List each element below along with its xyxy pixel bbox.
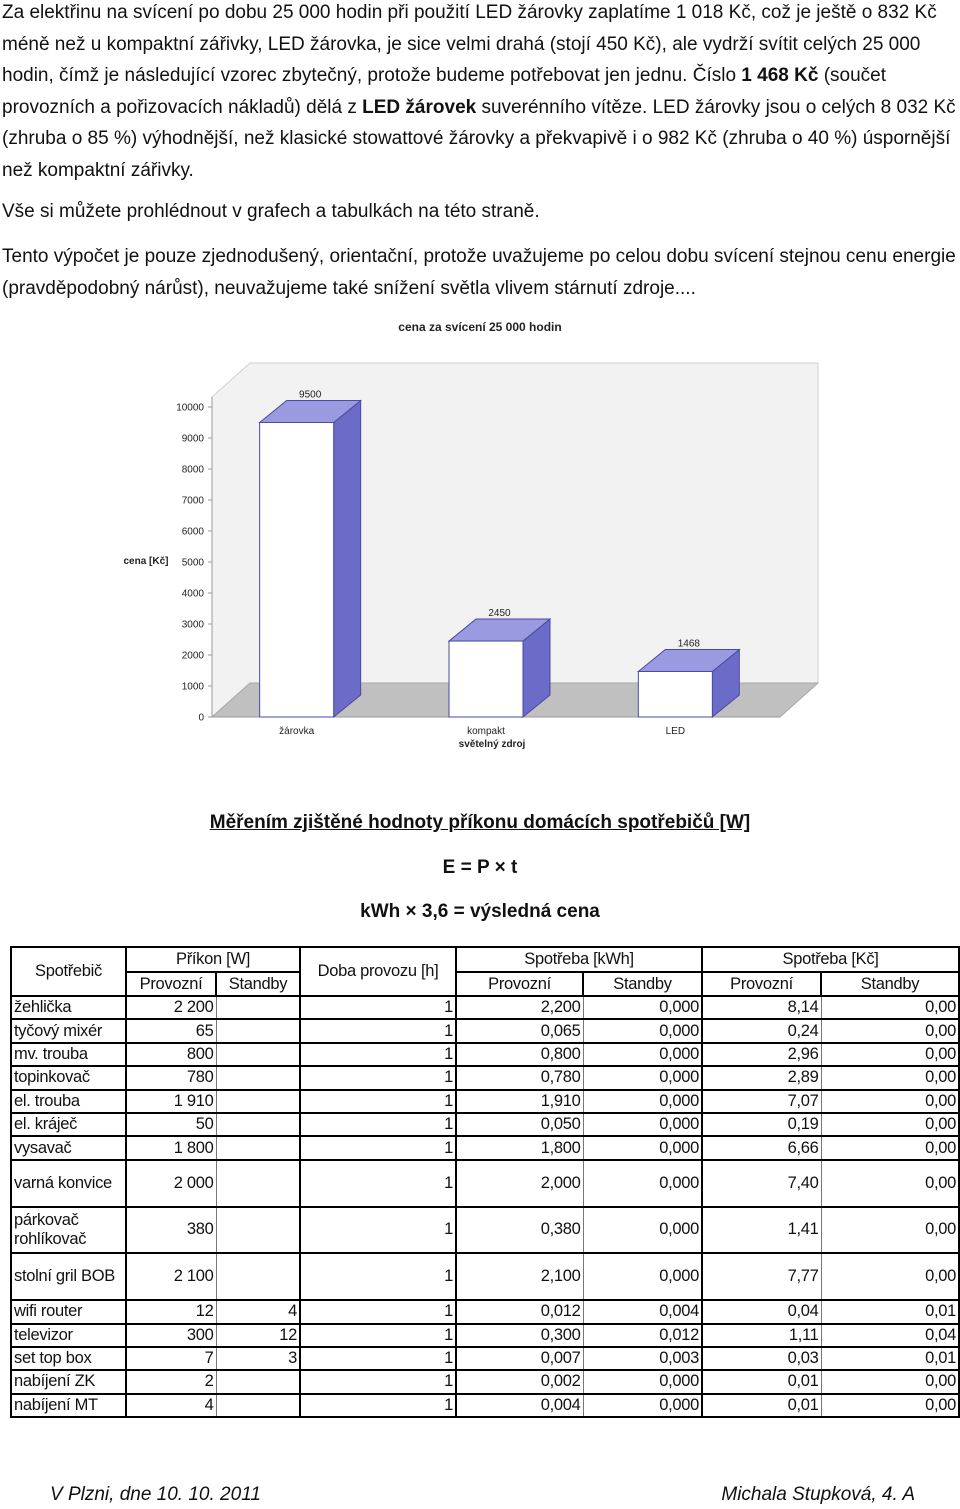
x-category-label: kompakt [467, 726, 505, 737]
cell-kc-provozni: 7,40 [702, 1160, 821, 1207]
cell-name: mv. trouba [11, 1043, 126, 1066]
cell-kc-standby: 0,00 [821, 1113, 959, 1136]
table-row [11, 1324, 959, 1347]
cell-kwh-provozni: 1,910 [456, 1090, 583, 1113]
cell-doba: 1 [300, 1066, 456, 1089]
cell-kc-standby: 0,00 [821, 1370, 959, 1393]
cell-prikon-provozni: 2 100 [126, 1253, 216, 1300]
intro-text-e: suverénního vítěze. LED žárovky jsou o celých 8 032 Kč (zhruba o 85 %) výhodnější, než klasické stowattové žárovky a překvapivě i o 982 Kč (zhruba o 40 %) úspornější než kompaktní zářivky. [2, 96, 956, 181]
cell-prikon-standby [216, 1066, 300, 1089]
cell-kc-provozni: 0,04 [702, 1300, 821, 1323]
y-tick-label: 8000 [181, 464, 204, 476]
cell-prikon-standby [216, 996, 300, 1019]
cell-prikon-provozni: 800 [126, 1043, 216, 1066]
chart-x-axis-label: světelný zdroj [458, 739, 526, 750]
cell-kc-provozni: 7,07 [702, 1090, 821, 1113]
y-tick-label: 9000 [181, 433, 204, 445]
table-row [11, 1160, 959, 1207]
cell-kwh-provozni: 0,050 [456, 1113, 583, 1136]
appliance-consumption-table [10, 946, 960, 1418]
cell-doba: 1 [300, 1394, 456, 1417]
subheader-prikon-provozni: Provozní [126, 972, 216, 996]
header-spotreba-kwh: Spotřeba [kWh] [456, 947, 702, 972]
cell-prikon-standby [216, 1160, 300, 1207]
cell-kc-standby: 0,00 [821, 1253, 959, 1300]
cell-kwh-standby: 0,000 [583, 1090, 702, 1113]
cell-prikon-provozni: 300 [126, 1324, 216, 1347]
cell-prikon-provozni: 7 [126, 1347, 216, 1370]
cell-prikon-provozni: 2 [126, 1370, 216, 1393]
charts-note-paragraph: Vše si můžete prohlédnout v grafech a tabulkách na této straně. [2, 201, 540, 222]
cell-kc-standby: 0,00 [821, 996, 959, 1019]
cell-kwh-provozni: 2,200 [456, 996, 583, 1019]
y-tick-label: 7000 [181, 495, 204, 507]
cell-doba: 1 [300, 1347, 456, 1370]
cell-kc-standby: 0,00 [821, 1394, 959, 1417]
cell-kwh-standby: 0,000 [583, 1043, 702, 1066]
cell-doba: 1 [300, 1370, 456, 1393]
cell-prikon-standby [216, 1207, 300, 1254]
subheader-prikon-standby: Standby [216, 972, 300, 996]
cell-kc-standby: 0,00 [821, 1090, 959, 1113]
cell-kc-standby: 0,00 [821, 1207, 959, 1254]
cell-prikon-standby [216, 1019, 300, 1042]
bar-value-label: 2450 [488, 608, 511, 620]
cell-kwh-standby: 0,000 [583, 1160, 702, 1207]
cell-kwh-standby: 0,000 [583, 1136, 702, 1159]
cell-kwh-standby: 0,000 [583, 1253, 702, 1300]
cell-prikon-standby [216, 1253, 300, 1300]
cell-kwh-provozni: 0,300 [456, 1324, 583, 1347]
cell-prikon-provozni: 65 [126, 1019, 216, 1042]
cell-doba: 1 [300, 1207, 456, 1254]
header-spotreba-kc: Spotřeba [Kč] [702, 947, 959, 972]
cell-kwh-provozni: 0,002 [456, 1370, 583, 1393]
bar-1 [449, 619, 550, 717]
table-row [11, 1019, 959, 1042]
energy-formula: E = P × t [442, 857, 518, 878]
bar-front [449, 641, 523, 717]
chart-title: cena za svícení 25 000 hodin [398, 320, 562, 334]
cell-prikon-standby: 3 [216, 1347, 300, 1370]
bar-side [334, 401, 361, 718]
cell-doba: 1 [300, 1160, 456, 1207]
cell-kc-provozni: 0,24 [702, 1019, 821, 1042]
table-row [11, 1043, 959, 1066]
cell-name: párkovač rohlíkovač [11, 1207, 126, 1254]
cell-kwh-provozni: 0,065 [456, 1019, 583, 1042]
table-row [11, 1370, 959, 1393]
table-row [11, 1300, 959, 1323]
header-doba: Doba provozu [h] [300, 947, 456, 996]
cell-kc-provozni: 0,19 [702, 1113, 821, 1136]
cell-doba: 1 [300, 1253, 456, 1300]
y-tick-label: 10000 [176, 402, 204, 414]
cell-kc-standby: 0,04 [821, 1324, 959, 1347]
cell-name: varná konvice [11, 1160, 126, 1207]
appliance-table-body [11, 996, 959, 1417]
x-category-label: LED [665, 726, 686, 737]
cell-kwh-standby: 0,004 [583, 1300, 702, 1323]
y-tick-label: 4000 [181, 588, 204, 600]
footer-place-date: V Plzni, dne 10. 10. 2011 [50, 1484, 261, 1505]
table-row [11, 1253, 959, 1300]
y-tick-label: 2000 [181, 650, 204, 662]
appliance-table-wrapper [10, 946, 958, 1418]
cell-name: el. trouba [11, 1090, 126, 1113]
cell-doba: 1 [300, 1300, 456, 1323]
cell-kc-standby: 0,00 [821, 1019, 959, 1042]
cell-kwh-provozni: 0,780 [456, 1066, 583, 1089]
cell-prikon-standby [216, 1090, 300, 1113]
price-formula: kWh × 3,6 = výsledná cena [360, 901, 600, 922]
table-row [11, 1394, 959, 1417]
cell-name: wifi router [11, 1300, 126, 1323]
cell-name: set top box [11, 1347, 126, 1370]
cell-kwh-standby: 0,003 [583, 1347, 702, 1370]
cell-kwh-standby: 0,000 [583, 1207, 702, 1254]
cell-kc-provozni: 8,14 [702, 996, 821, 1019]
chart-y-axis-label: cena [Kč] [123, 556, 169, 567]
cell-kwh-provozni: 0,007 [456, 1347, 583, 1370]
cell-kc-provozni: 0,01 [702, 1394, 821, 1417]
cell-name: nabíjení ZK [11, 1370, 126, 1393]
cell-kc-standby: 0,00 [821, 1066, 959, 1089]
cell-name: stolní gril BOB [11, 1253, 126, 1300]
cell-kwh-provozni: 2,100 [456, 1253, 583, 1300]
cell-kwh-standby: 0,000 [583, 1113, 702, 1136]
cell-doba: 1 [300, 1019, 456, 1042]
bar-value-label: 1468 [677, 638, 700, 650]
x-category-label: žárovka [279, 726, 315, 737]
cell-kwh-provozni: 2,000 [456, 1160, 583, 1207]
cell-prikon-provozni: 1 910 [126, 1090, 216, 1113]
bar-front [638, 671, 712, 717]
cell-prikon-provozni: 4 [126, 1394, 216, 1417]
subheader-kc-standby: Standby [821, 972, 959, 996]
table-row [11, 1090, 959, 1113]
cell-prikon-provozni: 2 200 [126, 996, 216, 1019]
disclaimer-paragraph: Tento výpočet je pouze zjednodušený, orientační, protože uvažujeme po celou dobu svícení stejnou cenu energie (pravděpodobný nárůst), neuvažujeme také snížení světla vlivem stárnutí zdroje.... [2, 246, 956, 299]
cell-kwh-provozni: 1,800 [456, 1136, 583, 1159]
cell-doba: 1 [300, 1136, 456, 1159]
cell-kwh-standby: 0,000 [583, 1394, 702, 1417]
y-tick-label: 6000 [181, 526, 204, 538]
intro-text-c: (součet provozních a pořizovacích nákladů) dělá z [2, 65, 887, 118]
cell-kwh-standby: 0,000 [583, 1370, 702, 1393]
cell-doba: 1 [300, 1324, 456, 1347]
bar-0 [260, 401, 361, 718]
footer-author: Michala Stupková, 4. A [721, 1484, 915, 1505]
cell-prikon-provozni: 2 000 [126, 1160, 216, 1207]
chart-y-ticks [176, 403, 212, 724]
table-row [11, 1066, 959, 1089]
cell-name: nabíjení MT [11, 1394, 126, 1417]
cell-doba: 1 [300, 996, 456, 1019]
cell-prikon-standby [216, 1370, 300, 1393]
table-row [11, 996, 959, 1019]
cell-prikon-standby [216, 1136, 300, 1159]
subheader-kwh-provozni: Provozní [456, 972, 583, 996]
bar-2 [638, 649, 739, 717]
cell-kc-provozni: 6,66 [702, 1136, 821, 1159]
table-row [11, 1207, 959, 1254]
cell-name: topinkovač [11, 1066, 126, 1089]
header-prikon: Příkon [W] [126, 947, 300, 972]
y-tick-label: 3000 [181, 619, 204, 631]
cell-prikon-provozni: 780 [126, 1066, 216, 1089]
cell-kc-standby: 0,00 [821, 1136, 959, 1159]
cell-kc-standby: 0,01 [821, 1347, 959, 1370]
subheader-kc-provozni: Provozní [702, 972, 821, 996]
table-row [11, 1347, 959, 1370]
cost-bar-chart [100, 315, 860, 760]
cell-prikon-provozni: 12 [126, 1300, 216, 1323]
cell-kc-standby: 0,00 [821, 1160, 959, 1207]
header-spotrebic: Spotřebič [11, 947, 126, 996]
cell-kwh-provozni: 0,012 [456, 1300, 583, 1323]
cell-kc-provozni: 1,11 [702, 1324, 821, 1347]
cell-kc-provozni: 0,03 [702, 1347, 821, 1370]
intro-paragraph [2, 0, 958, 186]
y-tick-label: 0 [198, 712, 204, 724]
cell-prikon-standby [216, 1394, 300, 1417]
cell-kc-provozni: 1,41 [702, 1207, 821, 1254]
cell-name: žehlička [11, 996, 126, 1019]
cell-kc-provozni: 0,01 [702, 1370, 821, 1393]
cell-kwh-standby: 0,000 [583, 1066, 702, 1089]
cell-prikon-standby [216, 1113, 300, 1136]
cell-kwh-provozni: 0,800 [456, 1043, 583, 1066]
cell-kc-provozni: 7,77 [702, 1253, 821, 1300]
bar-value-label: 9500 [299, 389, 322, 401]
cell-name: el. kráječ [11, 1113, 126, 1136]
cell-kwh-standby: 0,000 [583, 1019, 702, 1042]
cell-prikon-provozni: 1 800 [126, 1136, 216, 1159]
cell-prikon-standby [216, 1043, 300, 1066]
cell-kwh-standby: 0,000 [583, 996, 702, 1019]
cell-kc-provozni: 2,89 [702, 1066, 821, 1089]
table-row [11, 1136, 959, 1159]
cell-kc-standby: 0,00 [821, 1043, 959, 1066]
y-tick-label: 5000 [181, 557, 204, 569]
cell-doba: 1 [300, 1113, 456, 1136]
cell-kwh-provozni: 0,004 [456, 1394, 583, 1417]
bar-front [260, 423, 334, 718]
cell-name: televizor [11, 1324, 126, 1347]
subheader-kwh-standby: Standby [583, 972, 702, 996]
table-row [11, 1113, 959, 1136]
cell-name: vysavač [11, 1136, 126, 1159]
cell-doba: 1 [300, 1043, 456, 1066]
intro-bold-led: LED žárovek [362, 96, 477, 118]
cell-prikon-provozni: 50 [126, 1113, 216, 1136]
cell-prikon-standby: 4 [216, 1300, 300, 1323]
cell-doba: 1 [300, 1090, 456, 1113]
cell-kwh-standby: 0,012 [583, 1324, 702, 1347]
cell-name: tyčový mixér [11, 1019, 126, 1042]
intro-text-a: Za elektřinu na svícení po dobu 25 000 hodin při použití LED žárovky zaplatíme 1 018 Kč, což je ještě o 832 Kč méně než u kompaktní zářivky, LED žárovka, je sice velmi drahá (stojí 450 Kč), ale vydrží svítit celých 25 000 hodin, čímž je následující vzorec zbytečný, protože budeme potřebovat jen jednu. Číslo [2, 2, 937, 86]
cell-prikon-standby: 12 [216, 1324, 300, 1347]
intro-bold-price: 1 468 Kč [741, 65, 819, 86]
cell-prikon-provozni: 380 [126, 1207, 216, 1254]
cell-kc-provozni: 2,96 [702, 1043, 821, 1066]
cell-kwh-provozni: 0,380 [456, 1207, 583, 1254]
measurement-section-title: Měřením zjištěné hodnoty příkonu domácích spotřebičů [W] [209, 812, 751, 833]
cell-kc-standby: 0,01 [821, 1300, 959, 1323]
y-tick-label: 1000 [181, 681, 204, 693]
